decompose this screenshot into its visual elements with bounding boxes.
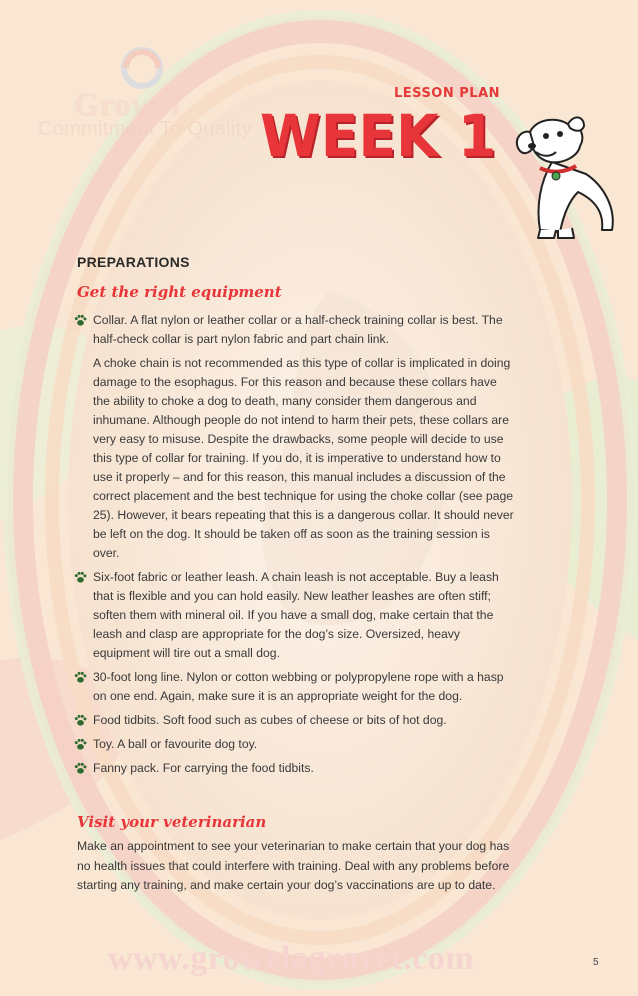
growel-emblem-icon [112, 46, 172, 90]
page-title: WEEK 1 [260, 102, 497, 170]
list-item-text: Toy. A ball or favourite dog toy. [93, 737, 258, 751]
list-item-text: A choke chain is not recommended as this type of collar is implicated in doing damage to the esophagus. For this reason and because these collars have the ability to choke a dog to death, many consider them dangerous and inhumane. Although people do not intend to harm their pets, these collars are very easy to misuse. Despite the drawbacks, some people will decide to use this type of collar for training. If you do, it is imperative to understand how to use it properly – and for this reason, this manual includes a discussion of the correct placement and the best technique for using the choke collar (see page 25). However, it bears repeating that this is a dangerous collar. It should never be left on the dog. It should be taken off as soon as the training session is over. [93, 356, 514, 560]
page-number: 5 [593, 957, 599, 968]
website-watermark: www.growelagrovet.com [108, 940, 475, 977]
list-item [74, 759, 514, 778]
list-item [74, 568, 514, 663]
dog-illustration [500, 112, 620, 242]
list-item [74, 735, 514, 754]
list-item [74, 711, 514, 730]
paw-icon [74, 738, 87, 751]
paw-icon [74, 714, 87, 727]
paw-icon [74, 571, 87, 584]
growel-logo [34, 46, 274, 156]
list-item-text: Six-foot fabric or leather leash. A chain leash is not acceptable. Buy a leash that is flexible and you can hold easily. New leather leashes are often stiff; soften them with mineral oil. If you have a small dog, make certain that the leash and clasp are appropriate for the dog’s size. Oversized, heavy equipment will tire out a small dog. [93, 570, 499, 660]
veterinarian-subheading: Visit your veterinarian [77, 813, 267, 831]
veterinarian-paragraph: Make an appointment to see your veterinarian to make certain that your dog has no health issues that could interfere with training. Deal with any problems before starting any training, and make certain your dog’s vaccinations are up to date. [77, 839, 510, 892]
paw-icon [74, 762, 87, 775]
lesson-plan-label: LESSON PLAN [394, 86, 501, 101]
list-item-text: 30-foot long line. Nylon or cotton webbing or polypropylene rope with a hasp on one end. Again, make sure it is an appropriate weight for the dog. [93, 670, 504, 703]
list-item [74, 668, 514, 706]
list-item-text: Collar. A flat nylon or leather collar or a half-check training collar is best. The half-check collar is part nylon fabric and part chain link. [93, 313, 503, 346]
paw-icon [74, 314, 87, 327]
list-item-text: Fanny pack. For carrying the food tidbits. [93, 761, 314, 775]
equipment-subheading: Get the right equipment [77, 283, 282, 301]
paw-icon [74, 671, 87, 684]
logo-tagline: Commitment To Quality [38, 118, 252, 140]
list-item [74, 311, 514, 563]
preparations-heading: PREPARATIONS [77, 254, 190, 270]
list-item-text: Food tidbits. Soft food such as cubes of cheese or bits of hot dog. [93, 713, 447, 727]
logo-name: Growel [74, 86, 181, 122]
equipment-list [74, 311, 514, 783]
